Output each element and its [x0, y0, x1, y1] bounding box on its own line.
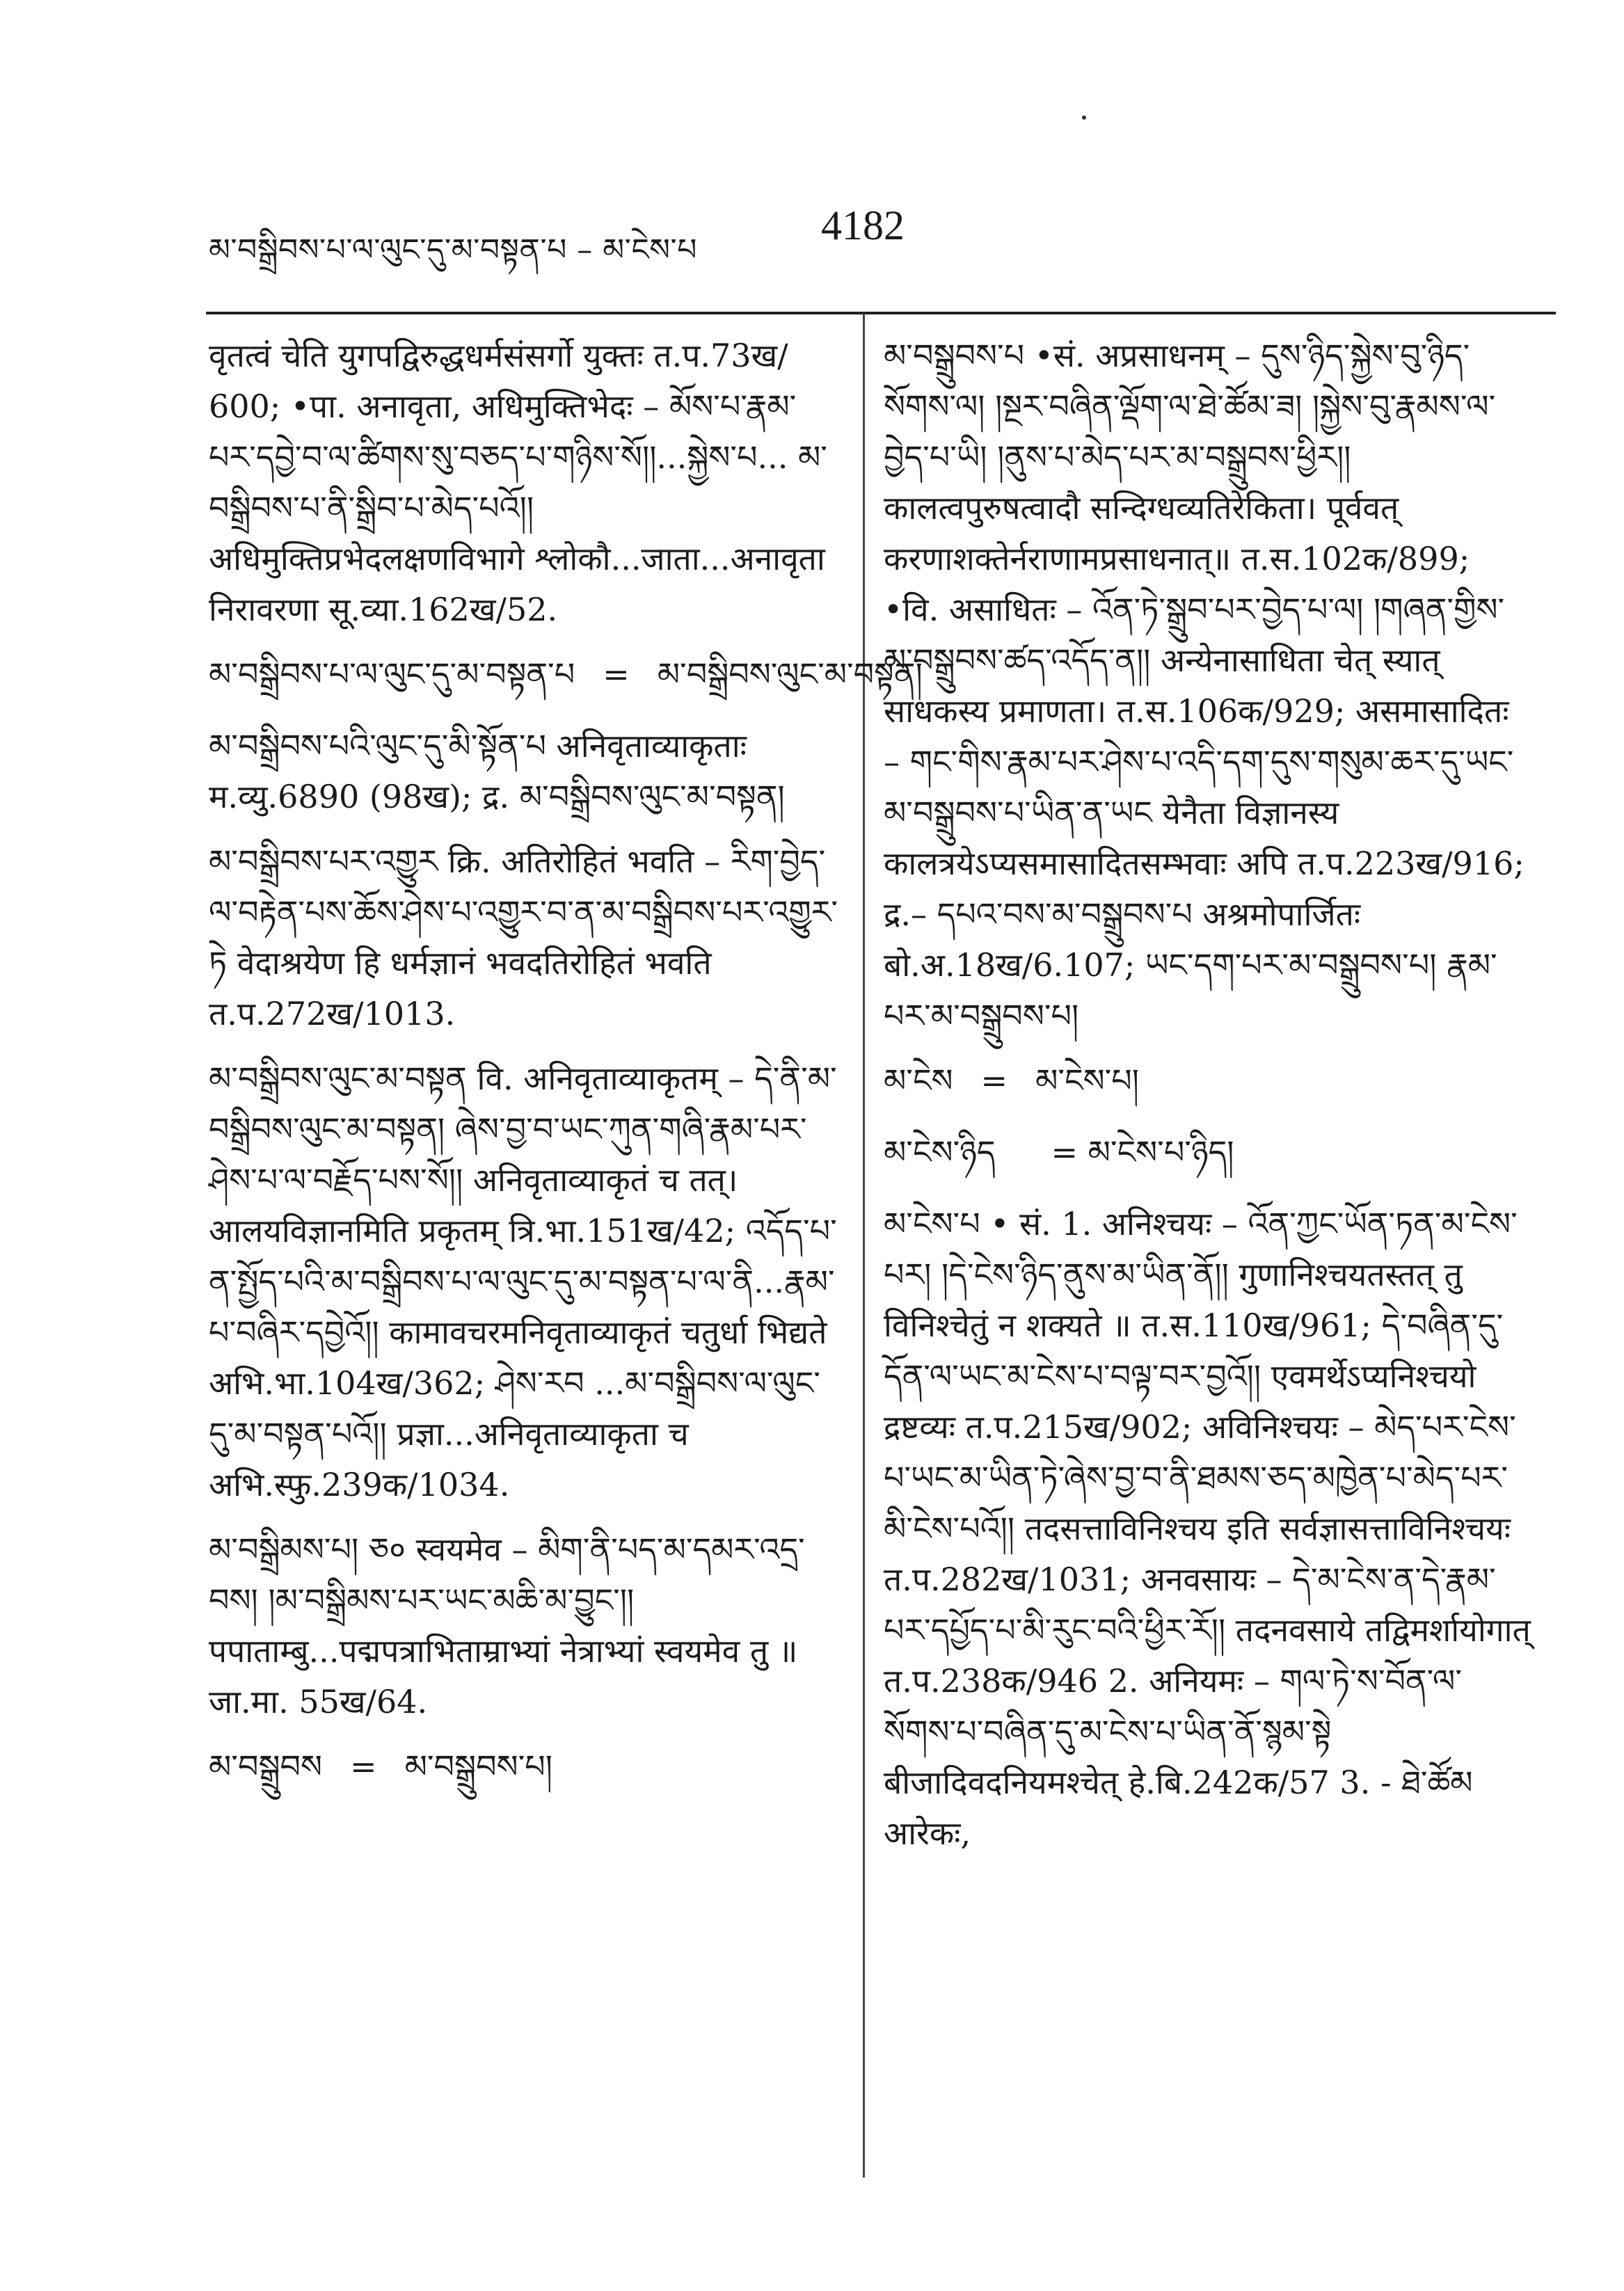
cross-reference-entry — [884, 1055, 1531, 1106]
page-header — [209, 202, 1392, 268]
running-head: མ་བསྒྲིབས་པ་ལ་ལུང་དུ་མ་བསྟན་པ – མ་ངེས་པ — [209, 232, 697, 268]
equals-sign: = — [603, 655, 630, 693]
entry-headword: མ་ངེས — [884, 1062, 953, 1099]
right-column — [884, 330, 1531, 1873]
column-divider — [863, 313, 865, 2178]
header-rule — [206, 312, 1556, 314]
cross-reference-entry — [209, 649, 923, 700]
dictionary-entry: མ་ངེས་པ • सं. 1. अनिश्चयः – འོན་ཀྱང་ཡོན་ཏན་མ་ངེས་པར། །དེ་ངེས་ཉིད་ནུས་མ་ཡིན་ནོ།། गुणानिश्चयतस्तत् तु विनिश्चेतुं न शक्यते ॥ त.स.110ख/961; དེ་བཞིན་དུ་དོན་ལ་ཡང་མ་ངེས་པ་བལྟ་བར་བྱའོ།། एवमर्थेऽप्यनिश्चयो द्रष्टव्यः त.प.215ख/902; अविनिश्चयः – མེད་པར་ངེས་པ་ཡང་མ་ཡིན་ཏེ་ཞེས་བྱ་བ་ནི་ཐམས་ཅད་མཁྱེན་པ་མེད་པར་མི་ངེས་པའོ།། तदसत्ताविनिश्चय इति सर्वज्ञासत्ताविनिश्चयः त.प.282ख/1031; अनवसायः – དེ་མ་ངེས་ན་དེ་རྣམ་པར་དཔྱོད་པ་མི་རུང་བའི་ཕྱིར་རོ།། तदनवसाये तद्विमर्शायोगात् त.प.238क/946 2. अनियमः – གལ་ཏེ་ས་བོན་ལ་སོགས་པ་བཞིན་དུ་མ་ངེས་པ་ཡིན་ནོ་སྙམ་སྟེ बीजादिवदनियमश्चेत् हे.बि.242क/57 3. - ཐེ་ཚོམ आरेकः, — [884, 1205, 1531, 1852]
equals-sign: = — [980, 1062, 1008, 1099]
page-number: 4182 — [821, 202, 905, 248]
dictionary-entry: མ་བསྒྲིམས་པ། ཅ० स्वयमेव – མིག་ནི་པད་མ་དམར་འདྲ་བས། །མ་བསྒྲིམས་པར་ཡང་མཆི་མ་བྱུང་།། पपाताम्बु...पद्मपत्राभिताम्राभ्यां नेत्राभ्यां स्वयमेव तु ॥ जा.मा. 55ख/64. — [209, 1531, 805, 1721]
cross-reference-target: མ་བསྒྲུབས་པ། — [404, 1748, 552, 1785]
entry-headword: མ་བསྒྲུབས — [209, 1748, 323, 1785]
dictionary-entry: མ་བསྒྲིབས་པའི་ལུང་དུ་མི་སྟོན་པ अनिवृताव्याकृताः म.व्यु.6890 (98ख); द्र. མ་བསྒྲིབས་ལུང་མ་བསྟན། — [209, 727, 785, 815]
dictionary-entry: མ་བསྒྲུབས་པ •सं. अप्रसाधनम् – དུས་ཉིད་སྐྱེས་བུ་ཉིད་སོགས་ལ། །སྔར་བཞིན་ལྡོག་ལ་ཐེ་ཚོམ་ཟ། །སྐྱེས་བུ་རྣམས་ལ་བྱེད་པ་ཡི། །ནུས་པ་མེད་པར་མ་བསྒྲུབས་ཕྱིར།། कालत्वपुरुषत्वादौ सन्दिग्धव्यतिरेकिता। पूर्ववत् करणाशक्तेर्नराणामप्रसाधनात्॥ त.स.102क/899; •वि. असाधितः – འོན་ཏེ་སྒྲུབ་པར་བྱེད་པ་ལ། །གཞན་གྱིས་མ་བསྒྲུབས་ཚད་འདོད་ན།། अन्येनासाधिता चेत् स्यात् साधकस्य प्रमाणता। त.स.106क/929; असमासादितः – གང་གིས་རྣམ་པར་ཤེས་པ་འདི་དག་དུས་གསུམ་ཆར་དུ་ཡང་མ་བསྒྲུབས་པ་ཡིན་ན་ཡང येनैता विज्ञानस्य कालत्रयेऽप्यसमासादितसम्भवाः अपि त.प.223ख/916; द्र.– དཔའ་བས་མ་བསྒྲུབས་པ अश्रमोपार्जितः बो.अ.18ख/6.107; ཡང་དག་པར་མ་བསྒྲུབས་པ། རྣམ་པར་མ་བསྒྲུབས་པ། — [884, 337, 1525, 1035]
cross-reference-target: = མ་ངེས་པ་ཉིད། — [1051, 1133, 1234, 1171]
dictionary-entry: མ་བསྒྲིབས་པར་འགྱུར क्रि. अतिरोहितं भवति – རིག་བྱེད་ལ་བརྟེན་པས་ཆོས་ཤེས་པ་འགྱུར་བ་ན་མ་བསྒྲིབས་པར་འགྱུར་ཏེ वेदाश्रयेण हि धर्मज्ञानं भवदतिरोहितं भवति त.प.272ख/1013. — [209, 843, 838, 1032]
stray-dot — [1082, 115, 1086, 120]
cross-reference-target: མ་བསྒྲིབས་ལུང་མ་བསྟན། — [657, 655, 923, 693]
entry-headword: མ་བསྒྲིབས་པ་ལ་ལུང་དུ་མ་བསྟན་པ — [209, 655, 575, 693]
entry-headword: མ་ངེས་ཉིད — [884, 1133, 996, 1171]
dictionary-entry: वृतत्वं चेति युगपद्विरुद्धधर्मसंसर्गो युक्तः त.प.73ख/ 600; •पा. अनावृता, अधिमुक्तिभेदः – མོས་པ་རྣམ་པར་དབྱེ་བ་ལ་ཚིགས་སུ་བཅད་པ་གཉིས་སོ།།...སྐྱེས་པ... མ་བསྒྲིབས་པ་ནི་སྒྲིབ་པ་མེད་པའོ།། अधिमुक्तिप्रभेदलक्षणविभागे श्लोकौ...जाता...अनावृता निरावरणा सू.व्या.162ख/52. — [209, 337, 827, 628]
cross-reference-target: མ་ངེས་པ། — [1035, 1062, 1139, 1099]
equals-sign: = — [350, 1748, 377, 1785]
dictionary-entry: མ་བསྒྲིབས་ལུང་མ་བསྟན वि. अनिवृताव्याकृतम् – དེ་ནི་མ་བསྒྲིབས་ལུང་མ་བསྟན། ཞེས་བྱ་བ་ཡང་ཀུན་གཞི་རྣམ་པར་ཤེས་པ་ལ་བརྗོད་པས་སོ།། अनिवृताव्याकृतं च तत्। आलयविज्ञानमिति प्रकृतम् त्रि.भा.151ख/42; འདོད་པ་ན་སྤྱོད་པའི་མ་བསྒྲིབས་པ་ལ་ལུང་དུ་མ་བསྟན་པ་ལ་ནི...རྣམ་པ་བཞིར་དབྱེའོ།། कामावचरमनिवृताव्याकृतं चतुर्धा भिद्यते अभि.भा.104ख/362; ཤེས་རབ ...མ་བསྒྲིབས་ལ་ལུང་དུ་མ་བསྟན་པའོ།། प्रज्ञा...अनिवृताव्याकृता च अभि.स्फु.239क/1034. — [209, 1060, 837, 1503]
cross-reference-entry — [884, 1127, 1531, 1178]
cross-reference-entry — [209, 1741, 842, 1792]
